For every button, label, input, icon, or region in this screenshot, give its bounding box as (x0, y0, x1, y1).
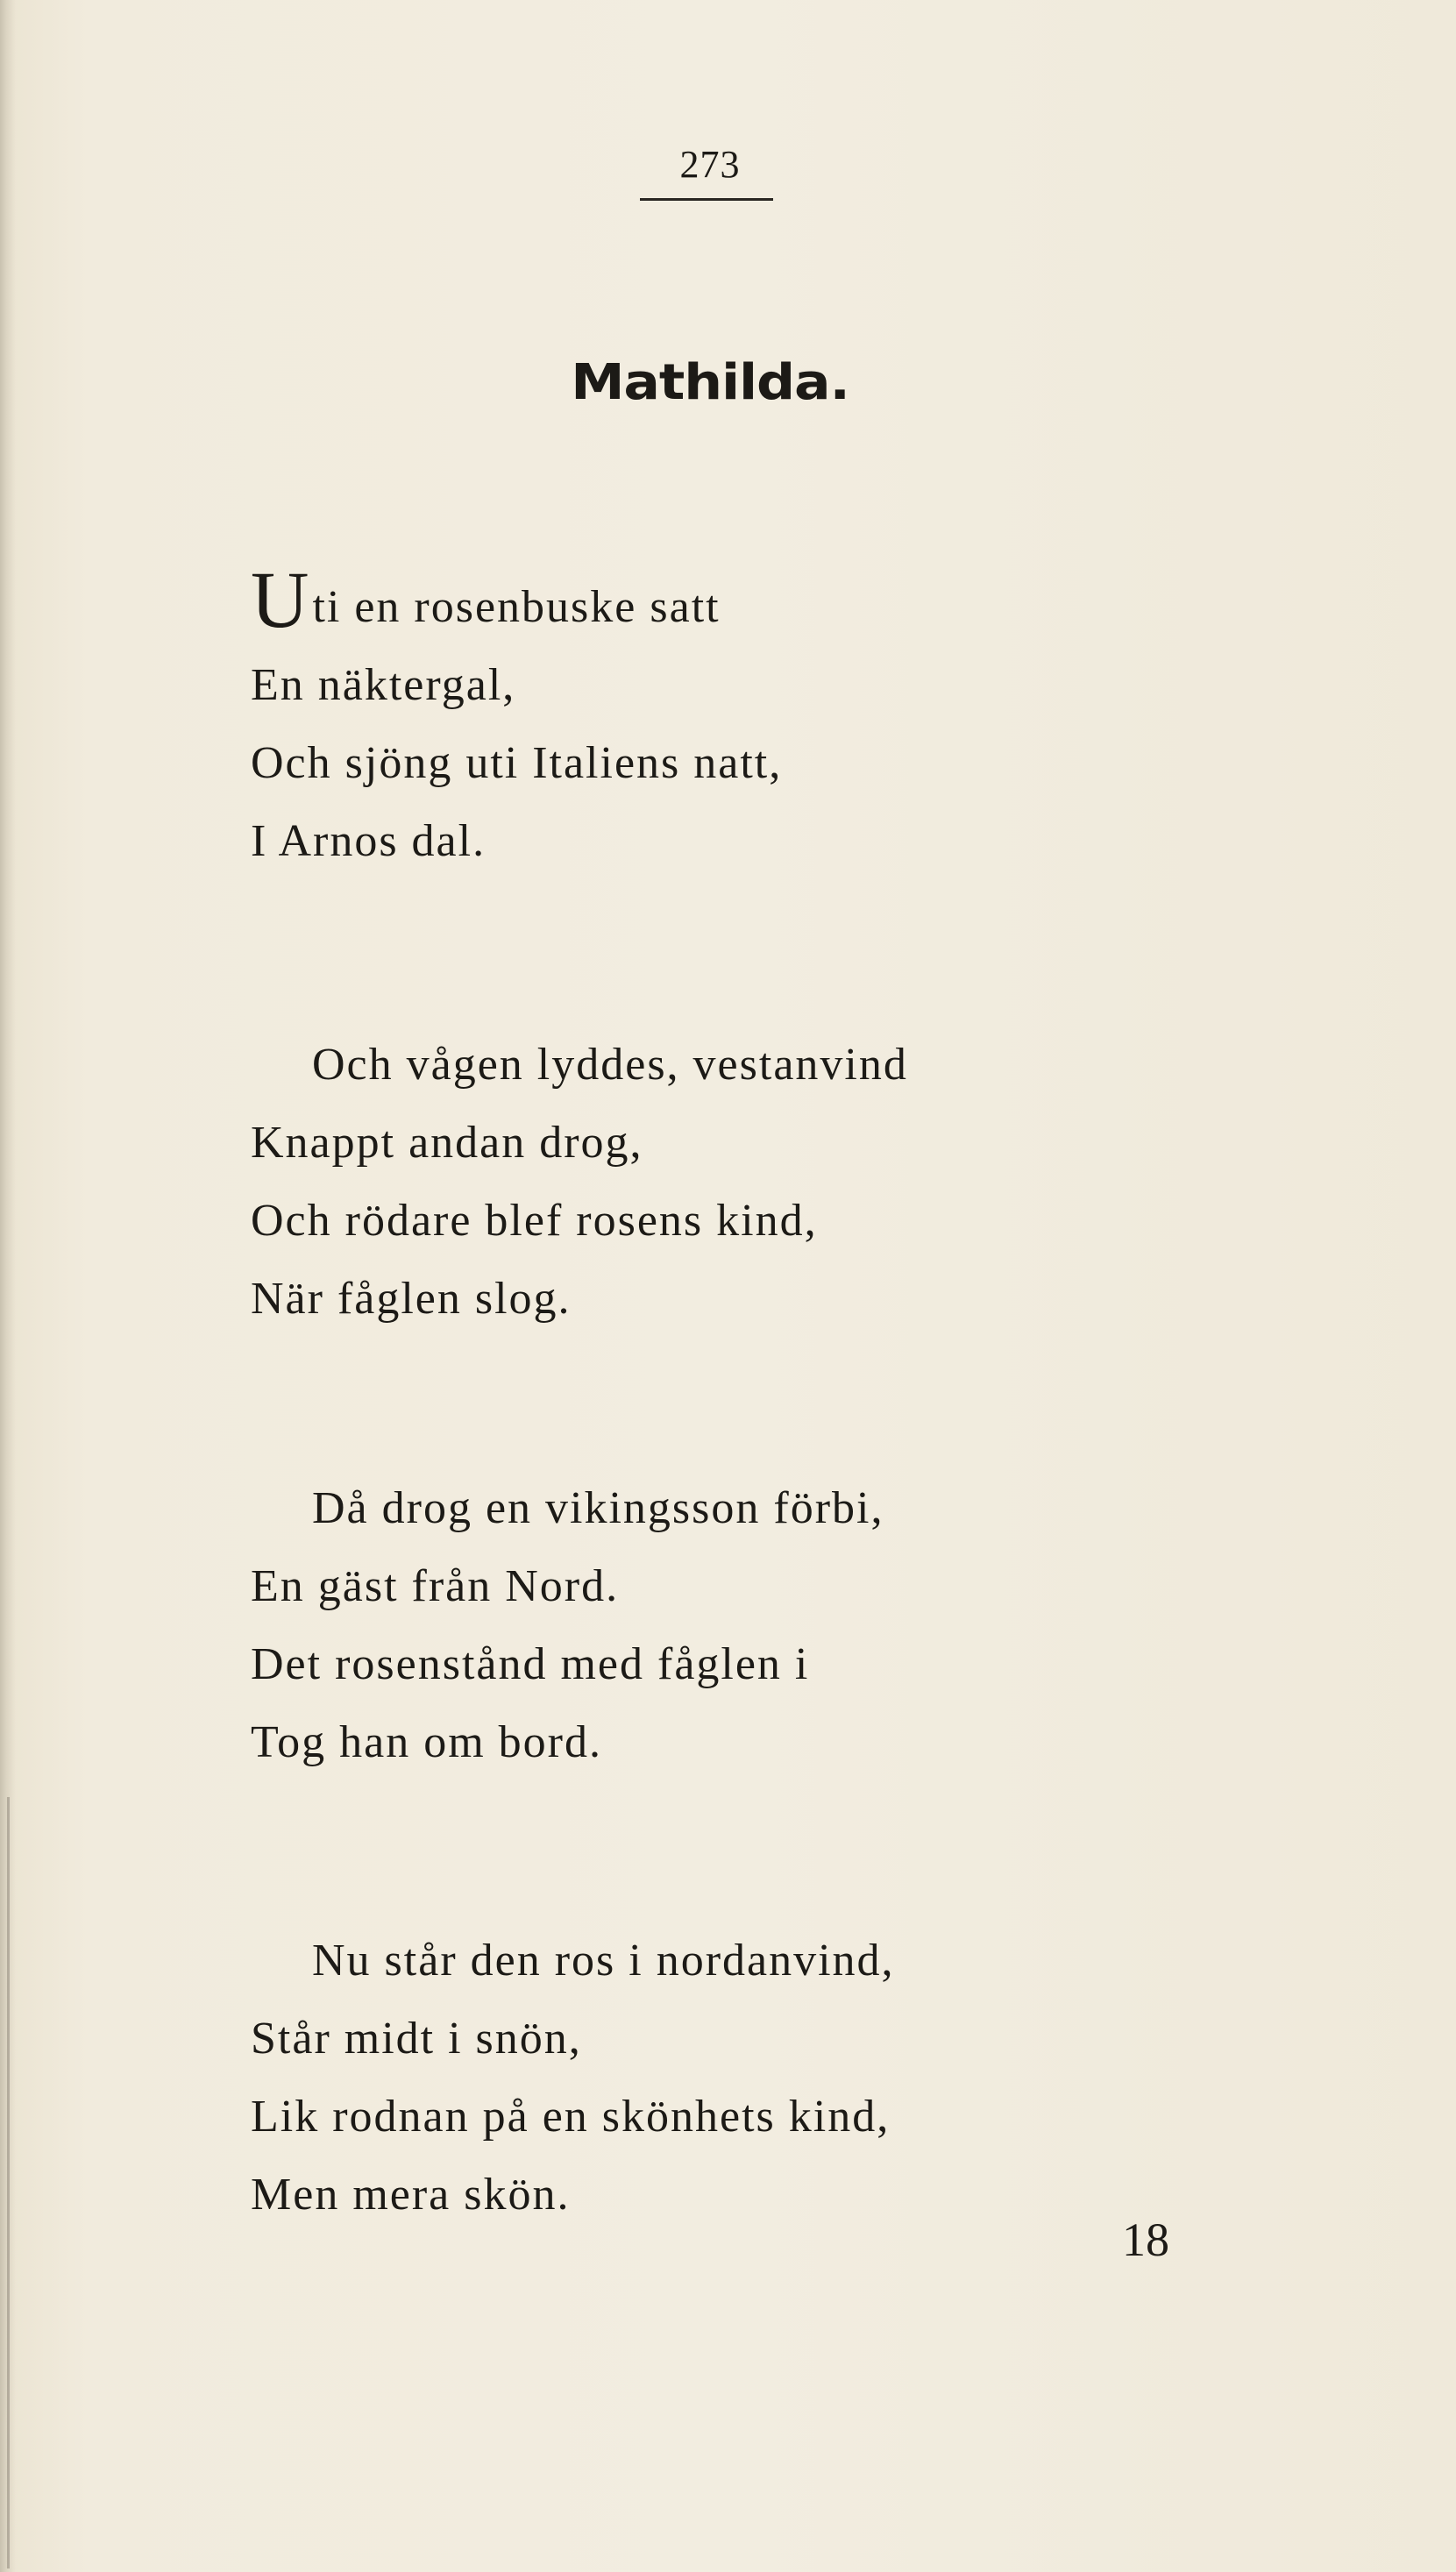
verse-line: När fåglen slog. (251, 1274, 572, 1324)
verse-line: Knappt andan drog, (251, 1118, 643, 1168)
page-number-rule (640, 198, 773, 201)
verse-line: Och vågen lyddes, vestanvind (312, 1040, 908, 1090)
verse-line: En gäst från Nord. (251, 1561, 620, 1611)
verse-line: Nu står den ros i nordanvind, (312, 1936, 895, 1986)
verse-line: En näktergal, (251, 660, 516, 710)
page-binding-edge (7, 1797, 10, 2568)
drop-cap-letter: U (251, 555, 311, 644)
verse-line: Då drog en vikingsson förbi, (312, 1483, 884, 1533)
signature-mark: 18 (1122, 2213, 1169, 2266)
verse-line: I Arnos dal. (251, 816, 487, 866)
stanza-4 (251, 1922, 1303, 2234)
verse-line (251, 555, 1303, 646)
verse-line: Lik rodnan på en skönhets kind, (251, 2092, 891, 2142)
stanza-3 (251, 1469, 1303, 1781)
verse-line: Och rödare blef rosens kind, (251, 1196, 818, 1246)
stanza-1 (251, 555, 1303, 880)
verse-line: Och sjöng uti Italiens natt, (251, 738, 783, 788)
page-number: 273 (679, 143, 741, 186)
verse-line: Tog han om bord. (251, 1717, 602, 1767)
verse-line: Står midt i snön, (251, 2014, 582, 2064)
first-line-rest: ti en rosenbuske satt (312, 582, 721, 632)
verse-line: Det rosenstånd med fåglen i (251, 1639, 810, 1689)
stanza-2 (251, 1026, 1303, 1338)
poem-title: Mathilda. (571, 354, 849, 411)
verse-line: Men mera skön. (251, 2170, 571, 2220)
